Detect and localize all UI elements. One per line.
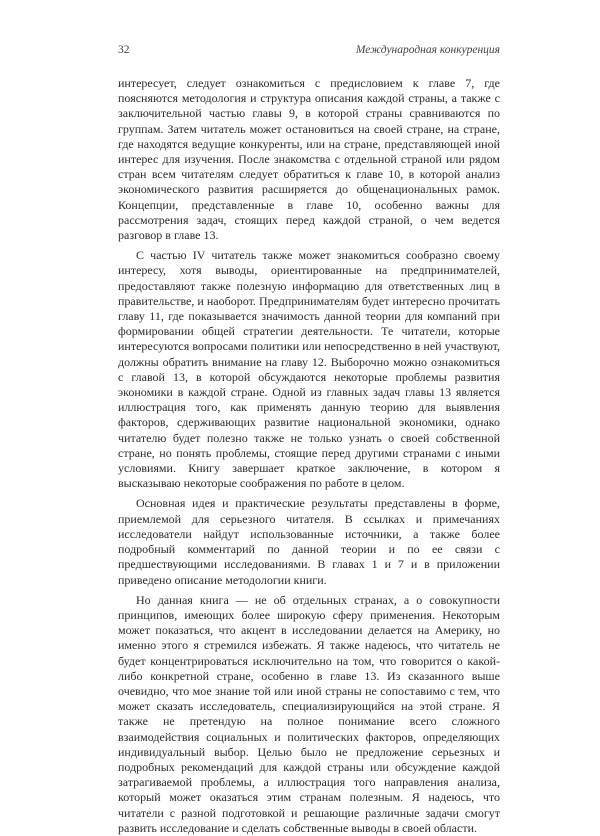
paragraph-3: Основная идея и практические результаты представлены в форме, приемлемой для серьезного читателя. В ссылках и примечаниях исследователи найдут использованные источники, а также более подробный комментарий по данной теории и по ее связи с предшествующими исследованиями. В главах 1 и 7 и в приложении приведено описание методологии книги. xyxy=(118,496,500,587)
paragraph-4: Но данная книга — не об отдельных странах, а о совокупности принципов, имеющих более широкую сферу применения. Некоторым может показаться, что акцент в исследовании делается на Америку, но именно этого я стремился избежать. Я также надеюсь, что читатель не будет концентрироваться исключительно на том, что говорится о какой-либо конкретной стране, особенно в главе 13. Из сказанного выше очевидно, что мое знание той или иной страны не сопоставимо с тем, что может сказать исследователь, специализирующийся на этой стране. Я также не претендую на полное понимание всего сложного взаимодействия социальных и политических факторов, определяющих индивидуальный выбор. Целью было не предложение серьезных и подробных рекомендаций для каждой страны или обсуждение каждой затрагиваемой проблемы, а иллюстрация того направления анализа, который может оказаться этим странам полезным. Я надеюсь, что читатели с разной подготовкой и решающие различные задачи смогут развить исследование и сделать собственные выводы в своей области. xyxy=(118,592,500,835)
paragraph-1: интересует, следует ознакомиться с предисловием к главе 7, где поясняются методология и структура описания каждой страны, а также с заключительной частью главы 9, в которой страны сравниваются по группам. Затем читатель может остановиться на своей стране, на стране, где находятся ведущие конкуренты, или на стране, представляющей иной интерес для изучения. После знакомства с отдельной страной или рядом стран всем читателям следует обратиться к главе 10, в которой анализ экономического развития расширяется до общенациональных рамок. Концепции, представленные в главе 10, особенно важны для рассмотрения задач, стоящих перед каждой страной, о чем ведется разговор в главе 13. xyxy=(118,76,500,243)
page-number: 32 xyxy=(118,44,130,56)
running-title: Международная конкуренция xyxy=(355,44,500,56)
body-text xyxy=(118,76,500,836)
paragraph-2: С частью IV читатель также может знакомиться сообразно своему интересу, хотя выводы, ориентированные на предпринимателей, предоставляют также полезную информацию для ответственных лиц в правительстве, и наоборот. Предпринимателям будет интересно прочитать главу 11, где показывается значимость данной теории для компаний при формировании общей стратегии деятельности. Те читатели, которые интересуются вопросами политики или непосредственно в ней участвуют, должны обратить внимание на главу 12. Выборочно можно ознакомиться с главой 13, в которой обсуждаются некоторые проблемы развития экономики в каждой стране. Одной из главных задач главы 13 является иллюстрация того, как применять данную теорию для выявления факторов, сдерживающих развитие национальной экономики, однако читателю будет полезно также не только узнать о своей собственной стране, но понять проблемы, стоящие перед другими странами с иными условиями. Книгу завершает краткое заключение, в котором я высказываю некоторые соображения по работе в целом. xyxy=(118,248,500,491)
page-header xyxy=(118,44,500,56)
